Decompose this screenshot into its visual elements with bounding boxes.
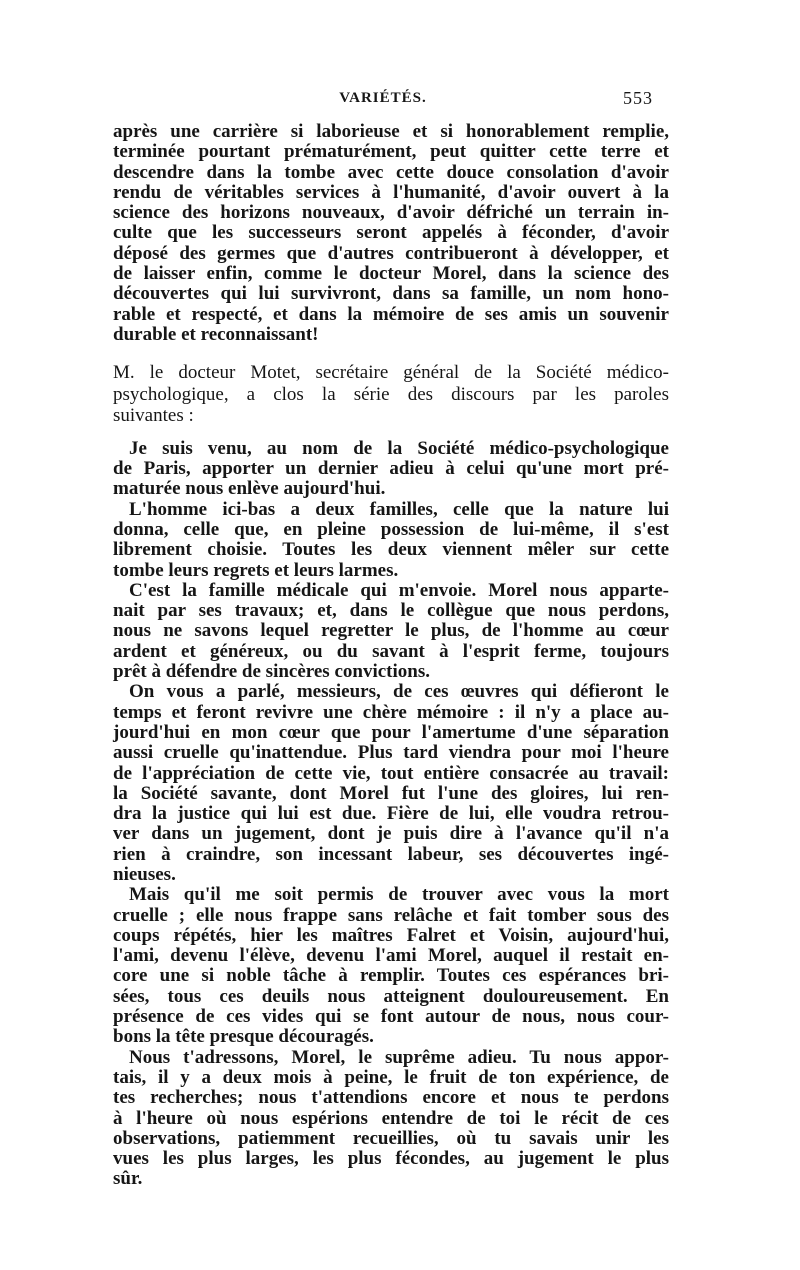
- speech-paragraph: [113, 439, 669, 500]
- speech-paragraph: [113, 500, 669, 581]
- text-line: terminée pourtant prématurément, peut quitter cette terre et: [113, 141, 669, 163]
- text-line: tombe leurs regrets et leurs larmes.: [113, 559, 399, 581]
- text-line: jourd'hui en mon cœur que pour l'amertume d'une séparation: [113, 721, 669, 743]
- text-line: L'homme ici-bas a deux familles, celle que la nature lui: [129, 498, 669, 520]
- text-line: suivantes :: [113, 405, 194, 427]
- page-number: 553: [623, 88, 653, 108]
- text-line: tais, il y a deux mois à peine, le fruit de ton expérience, de: [113, 1066, 669, 1088]
- text-line: ver dans un jugement, dont je puis dire à l'avance qu'il n'a: [113, 823, 669, 845]
- speech-paragraph: [113, 682, 669, 885]
- text-line: Nous t'adressons, Morel, le suprême adieu. Tu nous appor-: [129, 1046, 669, 1068]
- text-line: rien à craindre, son incessant labeur, ses découvertes ingé-: [113, 843, 669, 865]
- text-line: déposé des germes que d'autres contribueront à développer, et: [113, 242, 669, 264]
- text-line: donna, celle que, en pleine possession de lui-même, il s'est: [113, 518, 669, 540]
- text-line: dra la justice qui lui est due. Fière de lui, elle voudra retrou-: [113, 803, 669, 825]
- text-line: observations, patiemment recueillies, où tu savais unir les: [113, 1127, 669, 1149]
- text-line: sées, tous ces deuils nous atteignent douloureusement. En: [113, 985, 669, 1007]
- text-line: core une si noble tâche à remplir. Toutes ces espérances bri-: [113, 965, 669, 987]
- running-head: [113, 90, 653, 116]
- text-line: découvertes qui lui survivront, dans sa famille, un nom hono-: [113, 283, 669, 305]
- speech-paragraph: [113, 581, 669, 682]
- text-line: bons la tête presque découragés.: [113, 1026, 374, 1048]
- text-line: coups répétés, hier les maîtres Falret et Voisin, aujourd'hui,: [113, 924, 669, 946]
- text-line: science des horizons nouveaux, d'avoir défriché un terrain in-: [113, 202, 669, 224]
- text-line: la Société savante, dont Morel fut l'une des gloires, lui ren-: [113, 782, 669, 804]
- speech-paragraph: [113, 1048, 669, 1190]
- text-line: présence de ces vides qui se font autour de nous, nous cour-: [113, 1006, 669, 1028]
- text-line: nait par ses travaux; et, dans le collègue que nous perdons,: [113, 600, 669, 622]
- text-line: temps et feront revivre une chère mémoire : il n'y a place au-: [113, 701, 669, 723]
- text-line: de Paris, apporter un dernier adieu à celui qu'une mort pré-: [113, 458, 669, 480]
- text-line: nous ne savons lequel regretter le plus, de l'homme au cœur: [113, 620, 669, 642]
- narrative-paragraph: [113, 362, 669, 427]
- text-line: C'est la famille médicale qui m'envoie. Morel nous apparte-: [129, 579, 669, 601]
- text-line: rable et respecté, et dans la mémoire de ses amis un souvenir: [113, 303, 669, 325]
- text-line: durable et reconnaissant!: [113, 323, 319, 345]
- text-line: sûr.: [113, 1168, 143, 1190]
- text-line: On vous a parlé, messieurs, de ces œuvres qui défieront le: [129, 681, 669, 703]
- text-line: nieuses.: [113, 864, 176, 885]
- text-line: psychologique, a clos la série des discours par les paroles: [113, 383, 669, 405]
- text-line: rendu de véritables services à l'humanité, d'avoir ouvert à la: [113, 181, 669, 203]
- text-line: tes recherches; nous t'attendions encore et nous te perdons: [113, 1087, 669, 1109]
- text-line: M. le docteur Motet, secrétaire général de la Société médico-: [113, 362, 669, 384]
- text-line: prêt à défendre de sincères convictions.: [113, 661, 430, 683]
- paragraph: [113, 122, 669, 345]
- text-line: librement choisie. Toutes les deux viennent mêler sur cette: [113, 539, 669, 561]
- text-line: culte que les successeurs seront appelés à féconder, d'avoir: [113, 222, 669, 244]
- body-text: [113, 122, 669, 1190]
- text-line: ardent et généreux, ou du savant à l'esprit ferme, toujours: [113, 640, 669, 662]
- text-line: l'ami, devenu l'élève, devenu l'ami Morel, auquel il restait en-: [113, 945, 669, 967]
- text-line: après une carrière si laborieuse et si honorablement remplie,: [113, 121, 669, 142]
- text-line: Je suis venu, au nom de la Société médico-psychologique: [129, 437, 669, 459]
- text-line: descendre dans la tombe avec cette douce consolation d'avoir: [113, 161, 669, 183]
- text-line: de laisser enfin, comme le docteur Morel, dans la science des: [113, 263, 669, 285]
- text-line: de l'appréciation de cette vie, tout entière consacrée au travail:: [113, 762, 669, 784]
- text-line: à l'heure où nous espérions entendre de toi le récit de ces: [113, 1107, 669, 1129]
- text-line: vues les plus larges, les plus fécondes, au jugement le plus: [113, 1148, 669, 1170]
- text-line: Mais qu'il me soit permis de trouver avec vous la mort: [129, 884, 669, 906]
- text-line: aussi cruelle qu'inattendue. Plus tard viendra pour moi l'heure: [113, 742, 669, 764]
- text-line: maturée nous enlève aujourd'hui.: [113, 478, 386, 500]
- speech-paragraph: [113, 885, 669, 1047]
- text-line: cruelle ; elle nous frappe sans relâche et fait tomber sous des: [113, 904, 669, 926]
- running-title: VARIÉTÉS.: [339, 90, 427, 106]
